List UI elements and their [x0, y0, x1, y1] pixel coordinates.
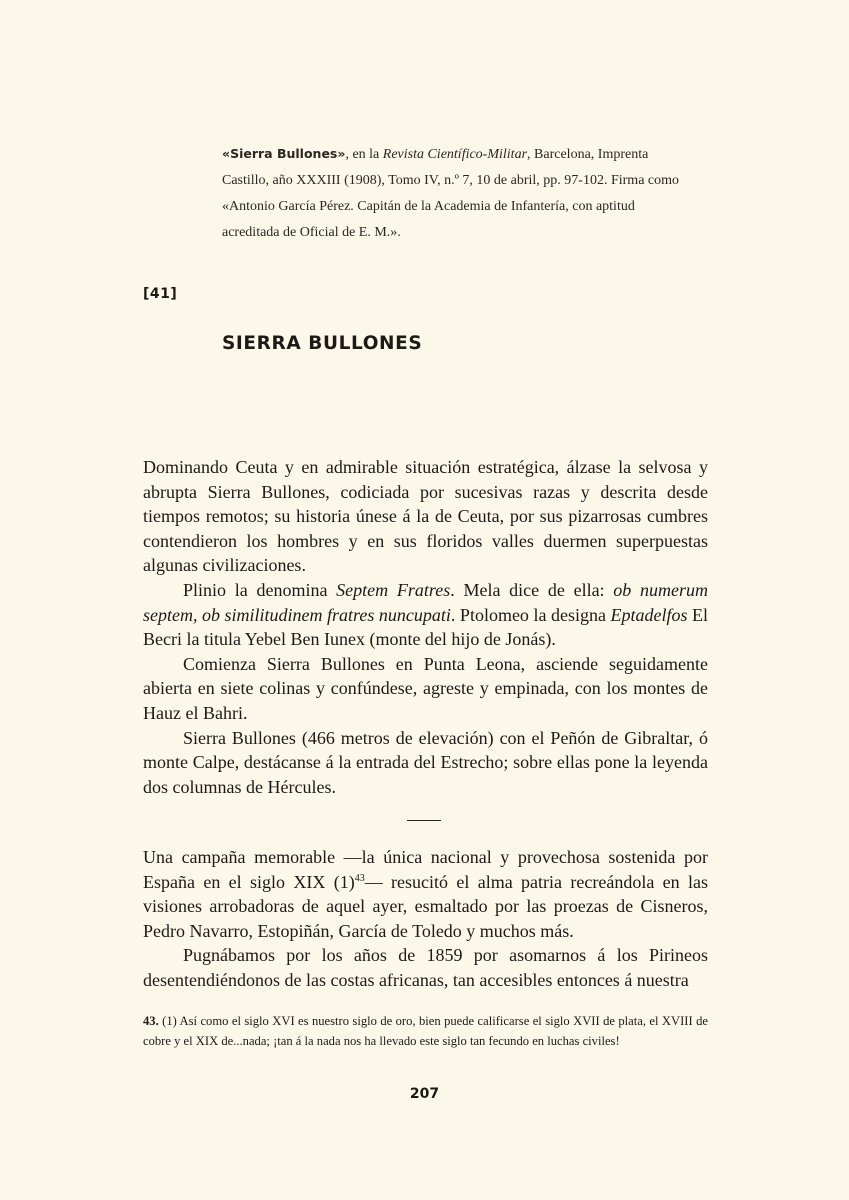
page-number: 207: [409, 1086, 440, 1102]
p2-text-e: . Ptolomeo la designa: [450, 604, 611, 625]
paragraph-2: [143, 578, 708, 652]
p2-text-a: Plinio la denomina: [183, 579, 337, 600]
footnote: [143, 1012, 708, 1051]
p5-text-b: — resucitó el alma patria recreándola en las visiones arrobadoras de aquel ayer, esmaltado por las proezas de Cisneros, Pedro Navarro, Estopiñán, García de Toledo y muchos más.: [143, 871, 708, 941]
paragraph-6: Pugnábamos por los años de 1859 por asomarnos á los Pirineos desentendiéndonos de las costas africanas, tan accesibles entonces á nuestra: [143, 945, 708, 990]
source-journal: Revista Científico-Militar: [382, 147, 528, 162]
footnote-number: 43.: [143, 1014, 159, 1028]
paragraph-3: Comienza Sierra Bullones en Punta Leona, asciende seguidamente abierta en siete colinas y confúndese, agreste y empinada, con los montes de Hauz el Bahri.: [143, 653, 708, 723]
section-divider: [407, 820, 441, 821]
p2-text-g: El Becri la titula Yebel Ben Iunex (monte del hijo de Jonás).: [143, 604, 709, 650]
paragraph-4: Sierra Bullones (466 metros de elevación) con el Peñón de Gibraltar, ó monte Calpe, destácanse á la entrada del Estrecho; sobre ellas pone la leyenda dos columnas de Hércules.: [143, 727, 708, 797]
p5-text-a: Una campaña memorable —la única nacional y provechosa sostenida por España en el siglo XIX (1): [143, 847, 708, 892]
p2-text-c: . Mela dice de ella:: [450, 579, 614, 600]
source-pre-journal: , en la: [345, 147, 383, 162]
p2-greek-name: Eptadelfos: [610, 604, 688, 625]
source-details: , Barcelona, Imprenta Castillo, año XXXIII (1908), Tomo IV, n.º 7, 10 de abril, pp. 97-102. Firma como «Antonio García Pérez. Capitán de la Academia de Infantería, con aptitud acreditada de Oficial de E. M.».: [222, 147, 680, 240]
section-two: [143, 845, 708, 993]
footnote-text: (1) Así como el siglo XVI es nuestro siglo de oro, bien puede calificarse el siglo XVII de plata, el XVIII de cobre y el XIX de...nada; ¡tan á la nada nos ha llevado este siglo tan fecundo en luchas civiles!: [143, 1014, 708, 1048]
footnote-reference: 43: [354, 872, 365, 884]
p2-latin-quote: ob numerum septem, ob similitudinem fratres nuncupati: [143, 579, 709, 625]
p2-latin-name: Septem Fratres: [336, 579, 451, 600]
chapter-title: SIERRA BULLONES: [222, 333, 423, 354]
paragraph-5: [143, 845, 708, 943]
paragraph-1: Dominando Ceuta y en admirable situación estratégica, álzase la selvosa y abrupta Sierra Bullones, codiciada por sucesivas razas y descrita desde tiempos remotos; su historia únese á la de Ceuta, por sus pizarrosas cumbres contendieron los hombres y en sus floridos valles duermen superpuestas algunas civilizaciones.: [143, 457, 708, 576]
source-note: [222, 141, 692, 246]
source-title: «Sierra Bullones»: [222, 146, 346, 161]
document-number: [41]: [143, 286, 178, 302]
section-one: [143, 455, 708, 799]
